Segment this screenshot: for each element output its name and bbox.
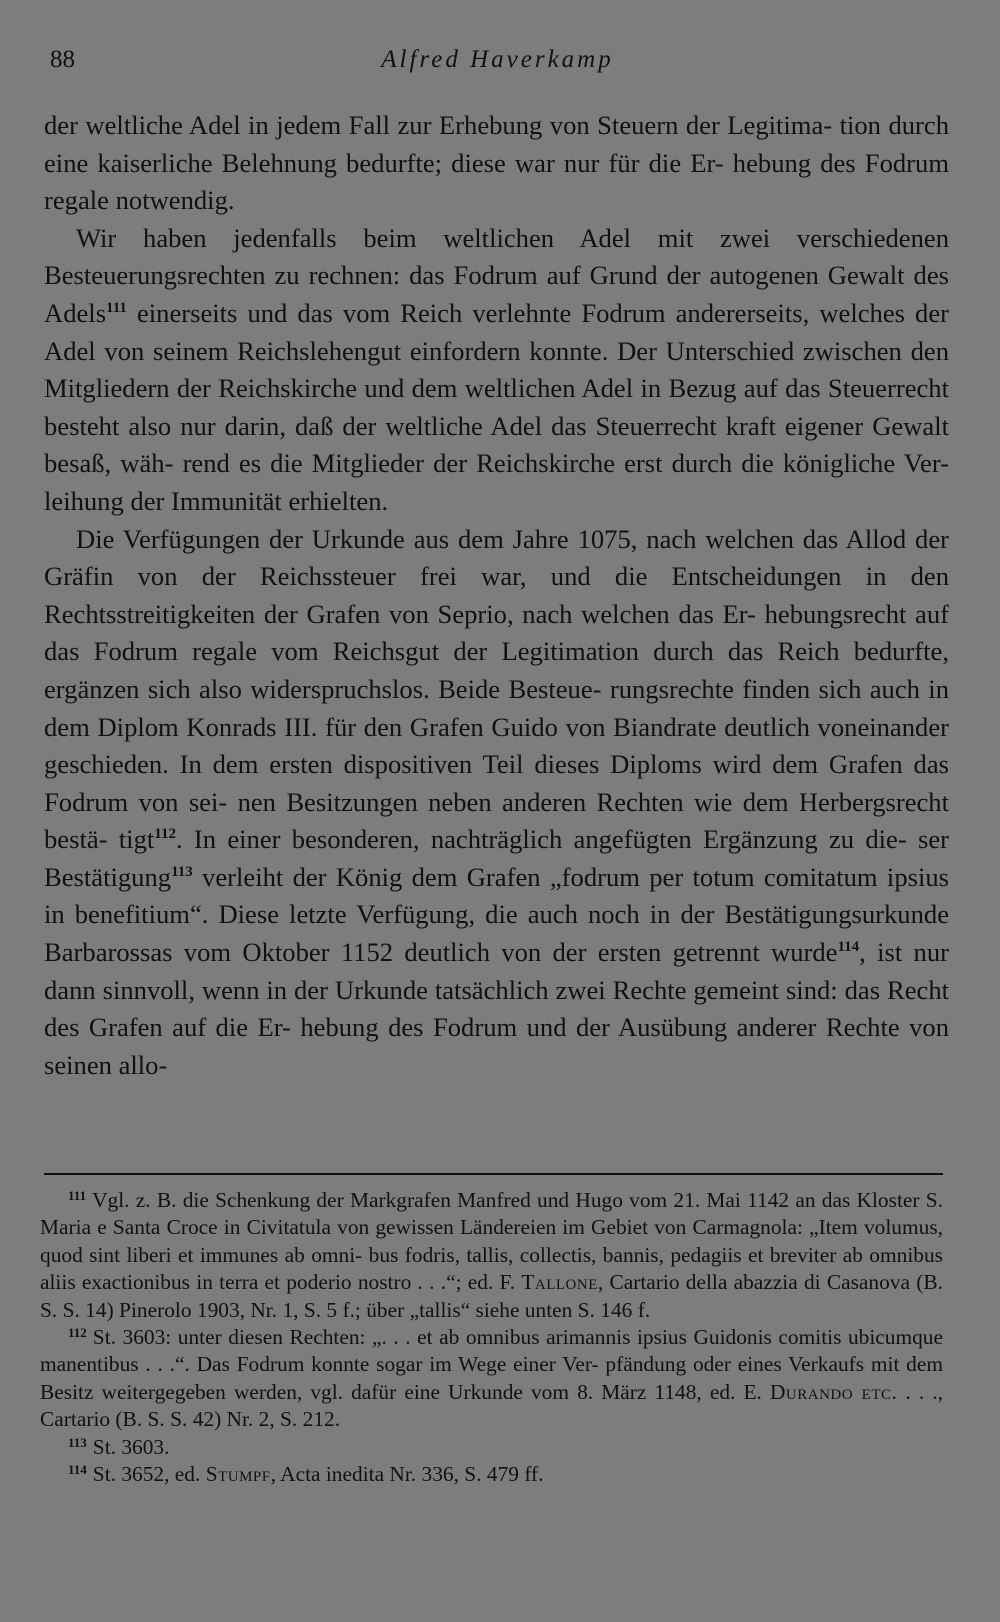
footnote-ref-111: 111 <box>106 299 127 316</box>
paragraph-2-text-b: einerseits und das vom Reich verlehnte Fodrum andererseits, welches der Adel von seinem Reichslehengut einfordern konnte. Der Unterschied zwischen den Mitgliedern der Reichskirche und dem weltlichen Adel in Bezug auf das Steuerrecht besteht also nur darin, daß der weltliche Adel das Steuerrecht kraft eigener Gewalt besaß, wäh- rend es die Mitglieder der Reichskirche erst durch die königliche Ver- leihung der Immunität erhielten. <box>44 297 949 516</box>
page-number: 88 <box>50 46 75 73</box>
footnote-text: . . ., Cartario (B. S. S. 42) Nr. 2, S. 212. <box>40 1379 944 1432</box>
footnote-113 <box>40 1434 943 1461</box>
footnote-text: , Cartario della abazzia di Casanova (B. S. S. 14) Pinerolo 1903, Nr. 1, S. 5 f.; über „tallis“ siehe unten S. 146 f. <box>40 1270 943 1322</box>
footnote-text: St. 3652, ed. <box>92 1462 206 1487</box>
footnote-text: St. 3603. <box>92 1434 170 1459</box>
paragraph-3-text-c: verleiht der König dem Grafen „fodrum per totum comitatum ipsius in benefitium“. Diese letzte Verfügung, die auch noch in der Bestätigungsurkunde Barbarossas vom Oktober 1152 deutlich von der ersten getrennt wurde <box>44 861 949 968</box>
author-name: Stumpf <box>205 1462 271 1487</box>
paragraph-2-text-a: Wir haben jedenfalls beim weltlichen Adel mit zwei verschiedenen Besteuerungsrechten zu rechnen: das Fodrum auf Grund der autogenen Gewalt des Adels <box>44 222 949 328</box>
paragraph-3-text-d: , ist nur dann sinnvoll, wenn in der Urkunde tatsächlich zwei Rechte gemeint sind: das Recht des Grafen auf die Er- hebung des Fodrum und der Ausübung anderer Rechte von seinen allo- <box>44 937 949 1080</box>
author-name: Durando etc. <box>769 1379 898 1404</box>
paragraph-2 <box>44 220 949 521</box>
footnote-mark: 112 <box>68 1325 87 1341</box>
footnote-ref-113: 113 <box>171 863 193 880</box>
paragraph-3-text-a: Die Verfügungen der Urkunde aus dem Jahre 1075, nach welchen das Allod der Gräfin von der Reichssteuer frei war, und die Entscheidungen in den Rechtsstreitigkeiten der Grafen von Seprio, nach welchen das Er- hebungsrecht auf das Fodrum regale vom Reichsgut der Legitimation durch das Reich bedurfte, ergänzen sich also widerspruchslos. Beide Besteue- rungsrechte finden sich auch in dem Diplom Konrads III. für den Grafen Guido von Biandrate deutlich voneinander geschieden. In dem ersten dispositiven Teil dieses Diploms wird dem Grafen das Fodrum von sei- nen Besitzungen neben anderen Rechten wie dem Herbergsrecht bestä- tigt <box>44 523 949 855</box>
footnote-111 <box>40 1187 943 1324</box>
footnote-separator <box>44 1173 943 1175</box>
footnote-mark: 113 <box>68 1434 87 1450</box>
author-name: Tallone <box>521 1270 598 1295</box>
paragraph-1 <box>44 107 949 220</box>
footnote-112 <box>40 1324 943 1434</box>
main-text <box>44 107 949 1084</box>
footnote-114 <box>40 1461 943 1488</box>
footnote-mark: 114 <box>68 1462 87 1478</box>
footnote-text: Vgl. z. B. die Schenkung der Markgrafen Manfred und Hugo vom 21. Mai 1142 an das Kloster S. Maria e Santa Croce in Civitatula von gewissen Ländereien im Gebiet von Carmagnola: „Item volumus, quod sint liberi et immunes ab omni- bus fodris, tallis, collectis, bannis, pedagiis et breviter ab omnibus aliis exactionibus in terra et poderio nostro . . .“; ed. F. <box>40 1188 943 1295</box>
page-header <box>50 46 945 80</box>
running-head: Alfred Haverkamp <box>381 46 614 73</box>
footnote-text: , Acta inedita Nr. 336, S. 479 ff. <box>270 1462 544 1487</box>
paragraph-3 <box>44 521 949 1085</box>
footnote-mark: 111 <box>68 1188 87 1203</box>
footnotes <box>40 1187 943 1488</box>
footnote-ref-112: 112 <box>154 826 176 843</box>
footnote-ref-114: 114 <box>837 939 860 956</box>
footnote-text: St. 3603: unter diesen Rechten: „. . . et ab omnibus arimannis ipsius Guidonis comitis ubicumque manentibus . . .“. Das Fodrum konnte sogar im Wege einer Ver- pfändung oder eines Verkaufs mit dem Besitz weitergegeben werden, vgl. dafür eine Urkunde vom 8. März 1148, ed. E. <box>40 1325 943 1404</box>
paragraph-1-text: der weltliche Adel in jedem Fall zur Erhebung von Steuern der Legitima- tion durch eine kaiserliche Belehnung bedurfte; diese war nur für die Er- hebung des Fodrum regale notwendig. <box>44 110 949 216</box>
paragraph-3-text-b: . In einer besonderen, nachträglich angefügten Ergänzung zu die- ser Bestätigung <box>44 824 950 892</box>
